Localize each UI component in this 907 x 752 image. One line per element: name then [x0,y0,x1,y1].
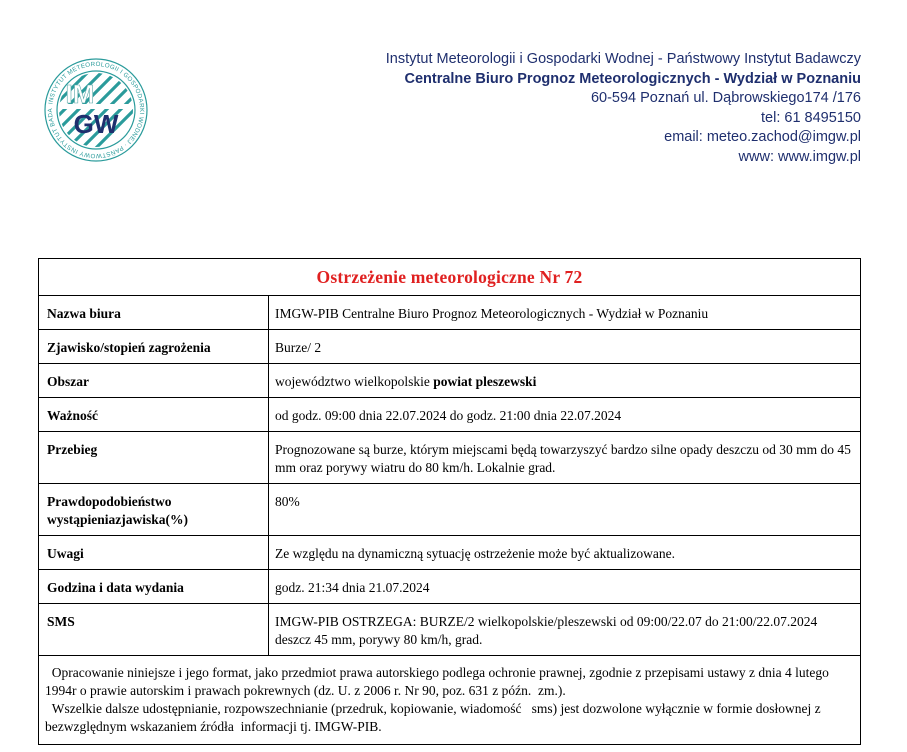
copyright-paragraph: Opracowanie niniejsze i jego format, jako przedmiot prawa autorskiego podlega ochronie prawnej, zgodnie z przepisami ustawy z dnia 4 lutego 1994r o prawie autorskim i prawach pokrewnych (dz. U. z 2006 r. Nr 90, poz. 631 z późn. zm.). [45,665,833,698]
row-office [39,296,861,330]
email: email: meteo.zachod@imgw.pl [664,129,861,145]
row-validity [39,398,861,432]
label-probability-line1: Prawdopodobieństwo [47,494,172,509]
label-validity: Ważność [39,398,269,432]
area-voivodeship: województwo wielkopolskie [275,374,434,389]
distribution-paragraph: Wszelkie dalsze udostępnianie, rozpowszechnianie (przedruk, kopiowanie, wiadomość sms) jest dozwolone wyłącznie w formie dosłownej z bezwzględnym wskazaniem źródła informacji tj. IMGW-PIB. [45,701,825,734]
value-course: Prognozowane są burze, którym miejscami będą towarzyszyć bardzo silne opady deszczu od 30 mm do 45 mm oraz porywy wiatru do 80 km/h. Lokalnie grad. [269,432,861,484]
value-area [269,364,861,398]
value-phenomenon: Burze/ 2 [269,330,861,364]
value-probability: 80% [269,484,861,536]
area-county: powiat pleszewski [433,374,537,389]
website: www: www.imgw.pl [738,148,861,165]
imgw-logo [36,58,156,162]
label-phenomenon: Zjawisko/stopień zagrożenia [39,330,269,364]
warning-table [38,258,861,745]
label-issued: Godzina i data wydania [39,570,269,604]
label-remarks: Uwagi [39,536,269,570]
row-course [39,432,861,484]
label-sms: SMS [39,604,269,656]
row-phenomenon [39,330,861,364]
value-validity: od godz. 09:00 dnia 22.07.2024 do godz. 21:00 dnia 22.07.2024 [269,398,861,432]
warning-title: Ostrzeżenie meteorologiczne Nr 72 [39,259,861,296]
department-name: Centralne Biuro Prognoz Meteorologicznych - Wydział w Poznaniu [404,70,861,87]
label-office: Nazwa biura [39,296,269,330]
row-issued [39,570,861,604]
label-course: Przebieg [39,432,269,484]
header-contact-block [261,50,861,167]
logo-ring-text: INSTYTUT METEOROLOGII I GOSPODARKI WODNEJ · PAŃSTWOWY INSTYTUT BADA [46,60,146,160]
label-probability-line2: wystąpieniazjawiska(%) [47,512,188,527]
value-issued: godz. 21:34 dnia 21.07.2024 [269,570,861,604]
svg-text:GW: GW [73,109,119,139]
value-office: IMGW-PIB Centralne Biuro Prognoz Meteorologicznych - Wydział w Poznaniu [269,296,861,330]
label-probability [39,484,269,536]
row-sms [39,604,861,656]
institute-name: Instytut Meteorologii i Gospodarki Wodnej - Państwowy Instytut Badawczy [385,51,861,67]
address: 60-594 Poznań ul. Dąbrowskiego174 /176 [590,90,861,106]
value-sms: IMGW-PIB OSTRZEGA: BURZE/2 wielkopolskie/pleszewski od 09:00/22.07 do 21:00/22.07.2024 deszcz 45 mm, porywy 80 km/h, grad. [269,604,861,656]
phone: tel: 61 8495150 [761,109,861,126]
svg-text:IM: IM [65,79,95,109]
copyright-footer [39,656,861,745]
row-area [39,364,861,398]
label-area: Obszar [39,364,269,398]
row-probability [39,484,861,536]
imgw-logo-graphic [36,58,156,162]
row-remarks [39,536,861,570]
value-remarks: Ze względu na dynamiczną sytuację ostrzeżenie może być aktualizowane. [269,536,861,570]
